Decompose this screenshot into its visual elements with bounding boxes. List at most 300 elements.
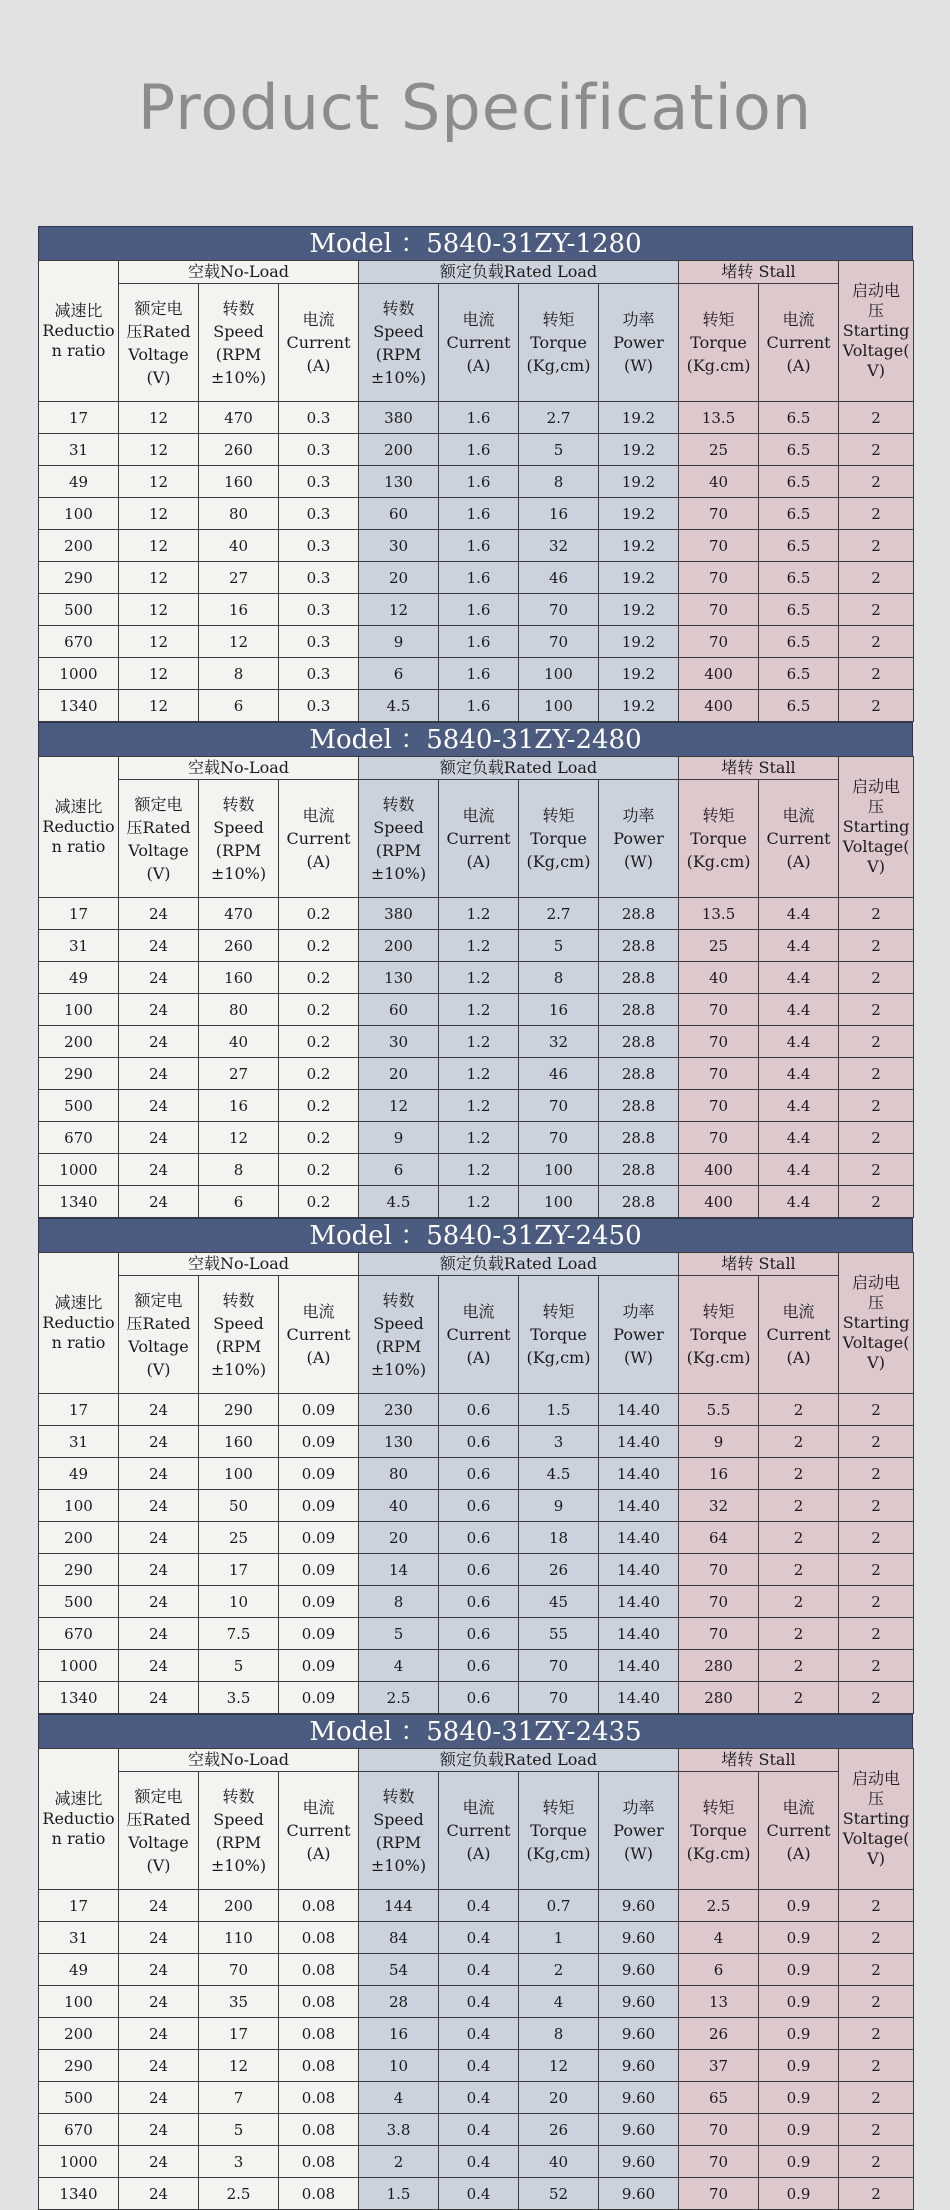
stall-current-cell: 0.9 <box>759 1986 839 2018</box>
starting-voltage-cell: 2 <box>839 1426 914 1458</box>
table-row <box>39 2178 914 2210</box>
rated-current-cell: 0.4 <box>439 2082 519 2114</box>
rated-torque-header: 转矩 Torque (Kg,cm) <box>519 780 599 898</box>
table-row <box>39 434 914 466</box>
table-row <box>39 994 914 1026</box>
rated-speed-cell: 5 <box>359 1618 439 1650</box>
rated-power-cell: 19.2 <box>599 658 679 690</box>
rated-power-cell: 28.8 <box>599 898 679 930</box>
stall-current-cell: 6.5 <box>759 562 839 594</box>
noload-group-header: 空载No-Load <box>119 261 359 284</box>
table-row <box>39 1186 914 1218</box>
rated-speed-cell: 54 <box>359 1954 439 1986</box>
stall-torque-cell: 70 <box>679 2178 759 2210</box>
rated-torque-cell: 16 <box>519 994 599 1026</box>
noload-rated-voltage-cell: 24 <box>119 2178 199 2210</box>
rated-torque-cell: 12 <box>519 2050 599 2082</box>
stall-current-cell: 6.5 <box>759 658 839 690</box>
starting-voltage-cell: 2 <box>839 2018 914 2050</box>
table-row <box>39 658 914 690</box>
rated-power-cell: 19.2 <box>599 466 679 498</box>
rated-power-cell: 9.60 <box>599 2050 679 2082</box>
rated-current-cell: 0.6 <box>439 1394 519 1426</box>
noload-current-header: 电流 Current (A) <box>279 780 359 898</box>
rated-current-cell: 0.6 <box>439 1618 519 1650</box>
model-title: Model ：5840-31ZY-2435 <box>38 1714 913 1748</box>
noload-current-cell: 0.3 <box>279 402 359 434</box>
rated-current-cell: 0.4 <box>439 2050 519 2082</box>
rated-torque-cell: 4 <box>519 1986 599 2018</box>
stall-torque-cell: 6 <box>679 1954 759 1986</box>
rated-power-cell: 14.40 <box>599 1586 679 1618</box>
model-block <box>38 1714 913 2210</box>
noload-speed-cell: 8 <box>199 1154 279 1186</box>
reduction-ratio-cell: 1340 <box>39 1186 119 1218</box>
model-block <box>38 226 913 722</box>
starting-voltage-cell: 2 <box>839 1490 914 1522</box>
starting-voltage-cell: 2 <box>839 1154 914 1186</box>
table-row <box>39 562 914 594</box>
rated-torque-cell: 70 <box>519 1650 599 1682</box>
rated-current-cell: 1.6 <box>439 530 519 562</box>
table-row <box>39 1890 914 1922</box>
table-row <box>39 1090 914 1122</box>
noload-speed-cell: 10 <box>199 1586 279 1618</box>
noload-speed-cell: 200 <box>199 1890 279 1922</box>
table-row <box>39 1618 914 1650</box>
noload-rated-voltage-cell: 24 <box>119 1650 199 1682</box>
reduction-ratio-cell: 500 <box>39 2082 119 2114</box>
rated-power-cell: 28.8 <box>599 1058 679 1090</box>
reduction-ratio-cell: 17 <box>39 1394 119 1426</box>
stall-current-header: 电流 Current (A) <box>759 1276 839 1394</box>
model-title: Model ：5840-31ZY-2480 <box>38 722 913 756</box>
stall-torque-cell: 70 <box>679 562 759 594</box>
starting-voltage-cell: 2 <box>839 1522 914 1554</box>
noload-speed-cell: 27 <box>199 1058 279 1090</box>
noload-current-cell: 0.3 <box>279 594 359 626</box>
starting-voltage-cell: 2 <box>839 930 914 962</box>
table-row <box>39 2082 914 2114</box>
noload-current-cell: 0.3 <box>279 626 359 658</box>
reduction-ratio-cell: 49 <box>39 1954 119 1986</box>
reduction-ratio-cell: 1340 <box>39 690 119 722</box>
rated-power-cell: 19.2 <box>599 434 679 466</box>
stall-torque-cell: 70 <box>679 498 759 530</box>
table-row <box>39 2050 914 2082</box>
noload-speed-cell: 80 <box>199 994 279 1026</box>
noload-current-cell: 0.09 <box>279 1522 359 1554</box>
noload-current-cell: 0.09 <box>279 1426 359 1458</box>
starting-voltage-cell: 2 <box>839 626 914 658</box>
table-row <box>39 1058 914 1090</box>
noload-current-cell: 0.09 <box>279 1682 359 1714</box>
reduction-ratio-header: 减速比 Reductio n ratio <box>39 757 119 898</box>
rated-power-cell: 19.2 <box>599 690 679 722</box>
noload-rated-voltage-cell: 12 <box>119 466 199 498</box>
column-header-row <box>39 780 914 898</box>
stall-torque-cell: 400 <box>679 658 759 690</box>
reduction-ratio-cell: 500 <box>39 1586 119 1618</box>
table-row <box>39 690 914 722</box>
stall-torque-header: 转矩 Torque (Kg.cm) <box>679 1772 759 1890</box>
noload-rated-voltage-cell: 24 <box>119 1554 199 1586</box>
noload-rated-voltage-cell: 24 <box>119 1122 199 1154</box>
stall-current-cell: 4.4 <box>759 930 839 962</box>
noload-speed-cell: 470 <box>199 402 279 434</box>
rated-speed-cell: 30 <box>359 530 439 562</box>
rated-power-cell: 28.8 <box>599 962 679 994</box>
rated-load-group-header: 额定负载Rated Load <box>359 261 679 284</box>
stall-current-cell: 2 <box>759 1682 839 1714</box>
stall-current-cell: 6.5 <box>759 690 839 722</box>
noload-speed-cell: 12 <box>199 626 279 658</box>
noload-current-cell: 0.08 <box>279 2050 359 2082</box>
spec-table <box>38 756 914 1218</box>
stall-torque-cell: 4 <box>679 1922 759 1954</box>
noload-rated-voltage-cell: 24 <box>119 1618 199 1650</box>
noload-rated-voltage-cell: 24 <box>119 1490 199 1522</box>
noload-rated-voltage-cell: 24 <box>119 1954 199 1986</box>
noload-current-cell: 0.3 <box>279 434 359 466</box>
table-row <box>39 1650 914 1682</box>
spec-table <box>38 260 914 722</box>
noload-speed-cell: 35 <box>199 1986 279 2018</box>
noload-rated-voltage-cell: 24 <box>119 2018 199 2050</box>
page-title: Product Specification <box>137 71 813 144</box>
noload-speed-cell: 8 <box>199 658 279 690</box>
model-title: Model ：5840-31ZY-1280 <box>38 226 913 260</box>
rated-power-cell: 28.8 <box>599 1154 679 1186</box>
rated-power-cell: 14.40 <box>599 1490 679 1522</box>
starting-voltage-cell: 2 <box>839 2146 914 2178</box>
starting-voltage-cell: 2 <box>839 2082 914 2114</box>
stall-torque-cell: 70 <box>679 1586 759 1618</box>
starting-voltage-cell: 2 <box>839 2178 914 2210</box>
rated-current-cell: 1.2 <box>439 994 519 1026</box>
reduction-ratio-cell: 100 <box>39 994 119 1026</box>
reduction-ratio-cell: 1000 <box>39 1154 119 1186</box>
rated-power-cell: 9.60 <box>599 2018 679 2050</box>
stall-current-cell: 6.5 <box>759 498 839 530</box>
starting-voltage-header: 启动电 压 Starting Voltage( V) <box>839 1253 914 1394</box>
rated-current-cell: 0.4 <box>439 2018 519 2050</box>
reduction-ratio-cell: 100 <box>39 1986 119 2018</box>
stall-current-cell: 2 <box>759 1394 839 1426</box>
noload-rated-voltage-cell: 24 <box>119 1682 199 1714</box>
stall-current-cell: 0.9 <box>759 2178 839 2210</box>
stall-torque-cell: 70 <box>679 1618 759 1650</box>
reduction-ratio-cell: 1000 <box>39 1650 119 1682</box>
rated-torque-cell: 26 <box>519 1554 599 1586</box>
rated-speed-cell: 2 <box>359 2146 439 2178</box>
rated-power-cell: 14.40 <box>599 1426 679 1458</box>
stall-torque-cell: 9 <box>679 1426 759 1458</box>
rated-speed-cell: 16 <box>359 2018 439 2050</box>
reduction-ratio-cell: 100 <box>39 498 119 530</box>
stall-current-cell: 2 <box>759 1522 839 1554</box>
rated-speed-cell: 380 <box>359 402 439 434</box>
rated-speed-cell: 28 <box>359 1986 439 2018</box>
starting-voltage-cell: 2 <box>839 1954 914 1986</box>
stall-torque-cell: 70 <box>679 2146 759 2178</box>
rated-current-header: 电流 Current (A) <box>439 1772 519 1890</box>
rated-speed-header: 转数 Speed (RPM ±10%) <box>359 780 439 898</box>
noload-speed-cell: 27 <box>199 562 279 594</box>
stall-torque-header: 转矩 Torque (Kg.cm) <box>679 284 759 402</box>
noload-current-cell: 0.08 <box>279 1922 359 1954</box>
rated-torque-cell: 46 <box>519 1058 599 1090</box>
rated-power-cell: 9.60 <box>599 2146 679 2178</box>
noload-current-cell: 0.08 <box>279 2178 359 2210</box>
noload-speed-cell: 260 <box>199 434 279 466</box>
noload-rated-voltage-cell: 24 <box>119 962 199 994</box>
noload-current-cell: 0.3 <box>279 658 359 690</box>
starting-voltage-header: 启动电 压 Starting Voltage( V) <box>839 757 914 898</box>
reduction-ratio-cell: 200 <box>39 530 119 562</box>
stall-torque-cell: 70 <box>679 1058 759 1090</box>
noload-current-cell: 0.08 <box>279 2114 359 2146</box>
rated-current-header: 电流 Current (A) <box>439 284 519 402</box>
rated-torque-cell: 52 <box>519 2178 599 2210</box>
noload-current-cell: 0.09 <box>279 1586 359 1618</box>
stall-current-cell: 2 <box>759 1554 839 1586</box>
noload-speed-cell: 50 <box>199 1490 279 1522</box>
starting-voltage-cell: 2 <box>839 1394 914 1426</box>
rated-speed-cell: 4.5 <box>359 1186 439 1218</box>
noload-rated-voltage-cell: 24 <box>119 2050 199 2082</box>
rated-speed-cell: 4.5 <box>359 690 439 722</box>
stall-torque-cell: 40 <box>679 962 759 994</box>
rated-speed-cell: 40 <box>359 1490 439 1522</box>
rated-power-cell: 9.60 <box>599 1890 679 1922</box>
noload-current-header: 电流 Current (A) <box>279 284 359 402</box>
stall-torque-cell: 70 <box>679 1026 759 1058</box>
stall-torque-cell: 70 <box>679 1554 759 1586</box>
noload-rated-voltage-cell: 24 <box>119 898 199 930</box>
rated-power-cell: 19.2 <box>599 562 679 594</box>
noload-current-cell: 0.3 <box>279 562 359 594</box>
stall-current-cell: 0.9 <box>759 2114 839 2146</box>
column-header-row <box>39 1772 914 1890</box>
rated-speed-cell: 9 <box>359 1122 439 1154</box>
reduction-ratio-cell: 31 <box>39 1922 119 1954</box>
table-row <box>39 1458 914 1490</box>
stall-current-cell: 4.4 <box>759 1026 839 1058</box>
noload-current-cell: 0.08 <box>279 2146 359 2178</box>
starting-voltage-cell: 2 <box>839 1890 914 1922</box>
reduction-ratio-cell: 1000 <box>39 658 119 690</box>
table-row <box>39 626 914 658</box>
stall-current-cell: 4.4 <box>759 1058 839 1090</box>
table-row <box>39 1122 914 1154</box>
model-title: Model ：5840-31ZY-2450 <box>38 1218 913 1252</box>
noload-rated-voltage-cell: 24 <box>119 1154 199 1186</box>
noload-speed-cell: 110 <box>199 1922 279 1954</box>
rated-power-cell: 28.8 <box>599 1122 679 1154</box>
noload-rated-voltage-cell: 24 <box>119 1586 199 1618</box>
rated-power-cell: 9.60 <box>599 2114 679 2146</box>
stall-torque-cell: 16 <box>679 1458 759 1490</box>
rated-torque-cell: 8 <box>519 466 599 498</box>
starting-voltage-cell: 2 <box>839 658 914 690</box>
rated-torque-cell: 70 <box>519 626 599 658</box>
rated-speed-cell: 8 <box>359 1586 439 1618</box>
rated-current-cell: 0.6 <box>439 1522 519 1554</box>
rated-current-cell: 0.4 <box>439 2178 519 2210</box>
rated-speed-cell: 84 <box>359 1922 439 1954</box>
rated-power-cell: 19.2 <box>599 498 679 530</box>
stall-torque-header: 转矩 Torque (Kg.cm) <box>679 780 759 898</box>
rated-current-cell: 1.6 <box>439 690 519 722</box>
rated-torque-cell: 9 <box>519 1490 599 1522</box>
rated-power-cell: 9.60 <box>599 1954 679 1986</box>
noload-rated-voltage-cell: 12 <box>119 402 199 434</box>
noload-current-header: 电流 Current (A) <box>279 1276 359 1394</box>
stall-torque-cell: 5.5 <box>679 1394 759 1426</box>
rated-speed-cell: 12 <box>359 1090 439 1122</box>
noload-speed-cell: 16 <box>199 594 279 626</box>
rated-power-cell: 28.8 <box>599 930 679 962</box>
reduction-ratio-cell: 31 <box>39 930 119 962</box>
rated-power-cell: 9.60 <box>599 2178 679 2210</box>
rated-current-cell: 1.2 <box>439 1122 519 1154</box>
model-block <box>38 722 913 1218</box>
noload-speed-cell: 80 <box>199 498 279 530</box>
noload-rated-voltage-cell: 24 <box>119 1426 199 1458</box>
rated-speed-cell: 4 <box>359 1650 439 1682</box>
noload-speed-header: 转数 Speed (RPM ±10%) <box>199 780 279 898</box>
noload-rated-voltage-cell: 24 <box>119 2146 199 2178</box>
noload-speed-cell: 2.5 <box>199 2178 279 2210</box>
starting-voltage-cell: 2 <box>839 1458 914 1490</box>
rated-torque-cell: 45 <box>519 1586 599 1618</box>
stall-current-header: 电流 Current (A) <box>759 284 839 402</box>
reduction-ratio-cell: 49 <box>39 1458 119 1490</box>
stall-torque-cell: 25 <box>679 434 759 466</box>
starting-voltage-cell: 2 <box>839 1586 914 1618</box>
stall-torque-cell: 280 <box>679 1650 759 1682</box>
starting-voltage-cell: 2 <box>839 498 914 530</box>
noload-current-cell: 0.08 <box>279 1986 359 2018</box>
rated-power-cell: 14.40 <box>599 1394 679 1426</box>
rated-power-header: 功率 Power (W) <box>599 284 679 402</box>
rated-current-cell: 0.4 <box>439 1986 519 2018</box>
rated-power-cell: 14.40 <box>599 1554 679 1586</box>
table-row <box>39 1682 914 1714</box>
table-row <box>39 930 914 962</box>
rated-speed-cell: 9 <box>359 626 439 658</box>
noload-current-cell: 0.3 <box>279 530 359 562</box>
reduction-ratio-cell: 49 <box>39 962 119 994</box>
reduction-ratio-cell: 290 <box>39 1058 119 1090</box>
rated-torque-header: 转矩 Torque (Kg,cm) <box>519 1276 599 1394</box>
noload-rated-voltage-cell: 24 <box>119 1890 199 1922</box>
reduction-ratio-cell: 670 <box>39 626 119 658</box>
noload-speed-cell: 290 <box>199 1394 279 1426</box>
rated-power-cell: 28.8 <box>599 1026 679 1058</box>
noload-rated-voltage-cell: 24 <box>119 1026 199 1058</box>
stall-torque-cell: 70 <box>679 994 759 1026</box>
rated-torque-cell: 26 <box>519 2114 599 2146</box>
rated-current-cell: 1.2 <box>439 1058 519 1090</box>
rated-speed-cell: 1.5 <box>359 2178 439 2210</box>
stall-current-cell: 4.4 <box>759 1154 839 1186</box>
rated-torque-cell: 55 <box>519 1618 599 1650</box>
rated-load-group-header: 额定负载Rated Load <box>359 1253 679 1276</box>
rated-load-group-header: 额定负载Rated Load <box>359 757 679 780</box>
starting-voltage-cell: 2 <box>839 1986 914 2018</box>
noload-speed-cell: 12 <box>199 2050 279 2082</box>
rated-speed-cell: 60 <box>359 994 439 1026</box>
stall-current-cell: 4.4 <box>759 898 839 930</box>
rated-speed-header: 转数 Speed (RPM ±10%) <box>359 284 439 402</box>
rated-speed-cell: 3.8 <box>359 2114 439 2146</box>
noload-speed-cell: 3.5 <box>199 1682 279 1714</box>
noload-speed-cell: 40 <box>199 530 279 562</box>
stall-torque-cell: 2.5 <box>679 1890 759 1922</box>
noload-speed-cell: 5 <box>199 1650 279 1682</box>
noload-rated-voltage-cell: 24 <box>119 1090 199 1122</box>
rated-speed-header: 转数 Speed (RPM ±10%) <box>359 1772 439 1890</box>
noload-current-cell: 0.2 <box>279 898 359 930</box>
rated-torque-cell: 1.5 <box>519 1394 599 1426</box>
rated-power-header: 功率 Power (W) <box>599 1276 679 1394</box>
noload-rated-voltage-cell: 24 <box>119 1186 199 1218</box>
noload-rated-voltage-cell: 12 <box>119 658 199 690</box>
table-row <box>39 2018 914 2050</box>
reduction-ratio-cell: 500 <box>39 594 119 626</box>
rated-torque-header: 转矩 Torque (Kg,cm) <box>519 1772 599 1890</box>
rated-speed-cell: 20 <box>359 1522 439 1554</box>
stall-torque-cell: 64 <box>679 1522 759 1554</box>
stall-current-cell: 0.9 <box>759 2082 839 2114</box>
noload-rated-voltage-cell: 12 <box>119 626 199 658</box>
noload-rated-voltage-cell: 12 <box>119 594 199 626</box>
column-header-row <box>39 1276 914 1394</box>
table-row <box>39 2114 914 2146</box>
stall-torque-cell: 70 <box>679 626 759 658</box>
starting-voltage-cell: 2 <box>839 1058 914 1090</box>
rated-current-cell: 0.6 <box>439 1426 519 1458</box>
stall-current-cell: 0.9 <box>759 1954 839 1986</box>
noload-speed-header: 转数 Speed (RPM ±10%) <box>199 1772 279 1890</box>
spec-table <box>38 1252 914 1714</box>
stall-group-header: 堵转 Stall <box>679 1253 839 1276</box>
table-row <box>39 1586 914 1618</box>
noload-group-header: 空载No-Load <box>119 1253 359 1276</box>
starting-voltage-cell: 2 <box>839 1122 914 1154</box>
stall-current-cell: 0.9 <box>759 1890 839 1922</box>
rated-speed-cell: 130 <box>359 466 439 498</box>
noload-current-cell: 0.2 <box>279 994 359 1026</box>
rated-power-header: 功率 Power (W) <box>599 1772 679 1890</box>
rated-current-cell: 0.6 <box>439 1458 519 1490</box>
table-row <box>39 594 914 626</box>
noload-rated-voltage-cell: 24 <box>119 1522 199 1554</box>
rated-voltage-header: 额定电 压Rated Voltage (V) <box>119 780 199 898</box>
rated-power-cell: 14.40 <box>599 1618 679 1650</box>
rated-current-cell: 1.6 <box>439 562 519 594</box>
rated-torque-cell: 2.7 <box>519 898 599 930</box>
stall-torque-cell: 70 <box>679 2114 759 2146</box>
rated-torque-cell: 5 <box>519 930 599 962</box>
reduction-ratio-cell: 500 <box>39 1090 119 1122</box>
reduction-ratio-cell: 31 <box>39 434 119 466</box>
noload-current-header: 电流 Current (A) <box>279 1772 359 1890</box>
stall-current-cell: 4.4 <box>759 1122 839 1154</box>
noload-speed-cell: 160 <box>199 962 279 994</box>
